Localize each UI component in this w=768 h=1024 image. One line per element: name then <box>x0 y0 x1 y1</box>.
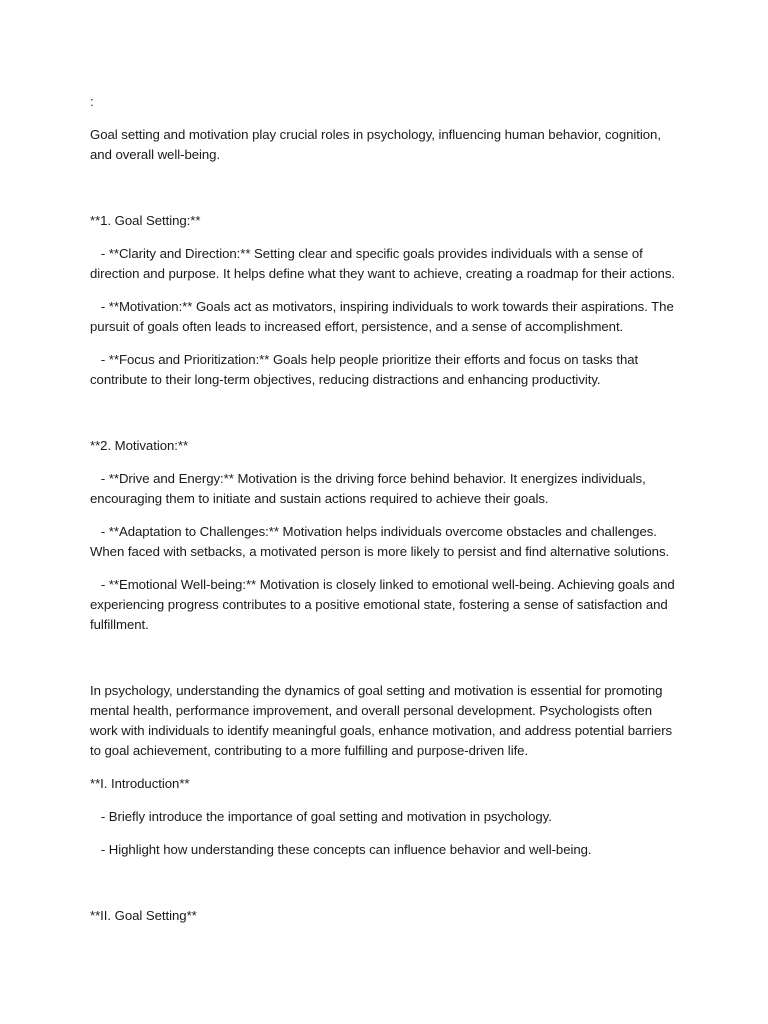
colon-line: : <box>90 94 94 109</box>
bullet-focus-prioritization: - **Focus and Prioritization:** Goals help people prioritize their efforts and focus on tasks that contribute to their long-term objectives, reducing distractions and enhancing productivity. <box>90 352 642 387</box>
bullet-adaptation-challenges: - **Adaptation to Challenges:** Motivation helps individuals overcome obstacles and challenges. When faced with setbacks, a motivated person is more likely to persist and find alternative solutions. <box>90 524 670 559</box>
document-page <box>90 92 680 926</box>
outline-heading-introduction: **I. Introduction** <box>90 776 190 791</box>
summary-paragraph: In psychology, understanding the dynamics of goal setting and motivation is essential for promoting mental health, performance improvement, and overall personal development. Psychologists often work with individuals to identify meaningful goals, enhance motivation, and address potential barriers to goal achievement, contributing to a more fulfilling and purpose-driven life. <box>90 683 676 758</box>
outline-heading-goal-setting: **II. Goal Setting** <box>90 908 197 923</box>
bullet-drive-energy: - **Drive and Energy:** Motivation is the driving force behind behavior. It energizes individuals, encouraging them to initiate and sustain actions required to achieve their goals. <box>90 471 650 506</box>
section-heading-goal-setting: **1. Goal Setting:** <box>90 213 201 228</box>
intro-paragraph: Goal setting and motivation play crucial roles in psychology, influencing human behavior, cognition, and overall well-being. <box>90 127 665 162</box>
bullet-clarity-direction: - **Clarity and Direction:** Setting clear and specific goals provides individuals with a sense of direction and purpose. It helps define what they want to achieve, creating a roadmap for their actions. <box>90 246 675 281</box>
bullet-emotional-wellbeing: - **Emotional Well-being:** Motivation is closely linked to emotional well-being. Achieving goals and experiencing progress contributes to a positive emotional state, fostering a sense of satisfaction and fulfillment. <box>90 577 679 632</box>
section-heading-motivation: **2. Motivation:** <box>90 438 189 453</box>
outline-bullet-highlight: - Highlight how understanding these concepts can influence behavior and well-being. <box>90 842 592 857</box>
outline-bullet-introduce: - Briefly introduce the importance of goal setting and motivation in psychology. <box>90 809 552 824</box>
bullet-motivation: - **Motivation:** Goals act as motivators, inspiring individuals to work towards their aspirations. The pursuit of goals often leads to increased effort, persistence, and a sense of accomplishment. <box>90 299 678 334</box>
